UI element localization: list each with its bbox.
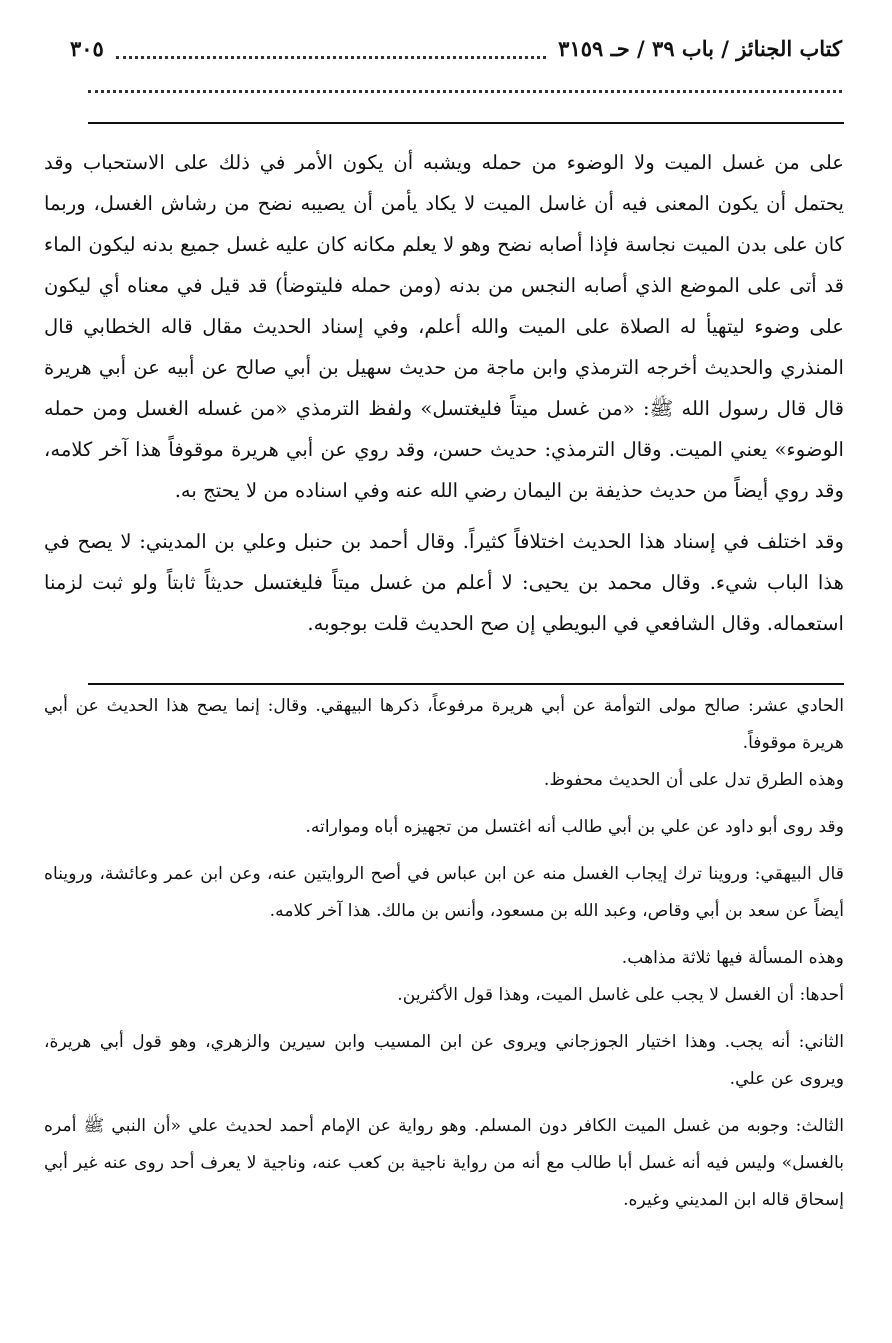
dotted-separator [88,86,842,93]
note-paragraph: وهذه الطرق تدل على أن الحديث محفوظ. [543,770,844,790]
page-header [70,28,842,68]
note-paragraph: قال البيهقي: وروينا ترك إيجاب الغسل منه عن ابن عباس في أصح الروايتين عنه، وعن ابن عمر وعائشة، ورويناه أيضاً عن سعد بن أبي وقاص، وعبد الله بن مسعود، وأنس بن مالك. هذا آخر كلامه. [44,864,844,921]
main-paragraph: على من غسل الميت ولا الوضوء من حمله ويشبه أن يكون الأمر في ذلك على الاستحباب وقد يحتمل أن يكون المعنى فيه أن غاسل الميت لا يكاد يأمن أن يصيبه نضح من رشاش الغسل، وربما كان على بدن الميت نجاسة فإذا أصابه نضح وهو لا يعلم مكانه كان عليه غسل جميع بدنه ليكون الماء قد أتى على الموضع الذي أصابه النجس من بدنه (ومن حمله فليتوضأ) قد قيل في معناه أي ليكون على وضوء ليتهيأ له الصلاة على الميت والله أعلم، وفي إسناد الحديث مقال قاله الخطابي قال المنذري والحديث أخرجه الترمذي وابن ماجة من حديث سهيل بن أبي صالح عن أبيه عن أبي هريرة قال قال رسول الله ﷺ: «من غسل ميتاً فليغتسل» ولفظ الترمذي «من غسله الغسل ومن حمله الوضوء» يعني الميت. وقال الترمذي: حديث حسن، وقد روي عن أبي هريرة موقوفاً هذا آخر كلامه، وقد روي أيضاً من حديث حذيفة بن اليمان رضي الله عنه وفي اسناده من لا يحتج به. [44,151,844,502]
header-leader-dots [116,46,546,59]
note-paragraph: الثاني: أنه يجب. وهذا اختيار الجوزجاني ويروى عن ابن المسيب وابن سيرين والزهري، وهو قول أبي هريرة، ويروى عن علي. [44,1032,844,1089]
main-paragraph: وقد اختلف في إسناد هذا الحديث اختلافاً كثيراً. وقال أحمد بن حنبل وعلي بن المديني: لا يصح في هذا الباب شيء. وقال محمد بن يحيى: لا أعلم من غسل ميتاً فليغتسل حديثاً ثابتاً ولو ثبت لزمنا استعماله. وقال الشافعي في البويطي إن صح الحديث قلت بوجوبه. [44,530,844,635]
main-text [44,142,844,644]
note-paragraph: وقد روى أبو داود عن علي بن أبي طالب أنه اغتسل من تجهيزه أباه ومواراته. [305,817,844,837]
notes-section [44,688,844,1219]
header-rule [88,122,844,124]
note-paragraph: وهذه المسألة فيها ثلاثة مذاهب. [621,948,844,968]
note-paragraph: أحدها: أن الغسل لا يجب على غاسل الميت، وهذا قول الأكثرين. [397,985,844,1005]
running-title: كتاب الجنائز / باب ٣٩ / حـ ٣١٥٩ [558,35,842,61]
page-number: ٣٠٥ [70,35,104,61]
note-paragraph: الثالث: وجوبه من غسل الميت الكافر دون المسلم. وهو رواية عن الإمام أحمد لحديث علي «أن النبي ﷺ أمره بالغسل» وليس فيه أنه غسل أبا طالب مع أنه من رواية ناجية بن كعب عنه، وناجية لا يعرف أحد روى عنه غير أبي إسحاق قاله ابن المديني وغيره. [44,1116,844,1210]
footnote-rule [88,683,844,685]
note-paragraph: الحادي عشر: صالح مولى التوأمة عن أبي هريرة مرفوعاً، ذكرها البيهقي. وقال: إنما يصح هذا الحديث عن أبي هريرة موقوفاً. [44,696,844,753]
